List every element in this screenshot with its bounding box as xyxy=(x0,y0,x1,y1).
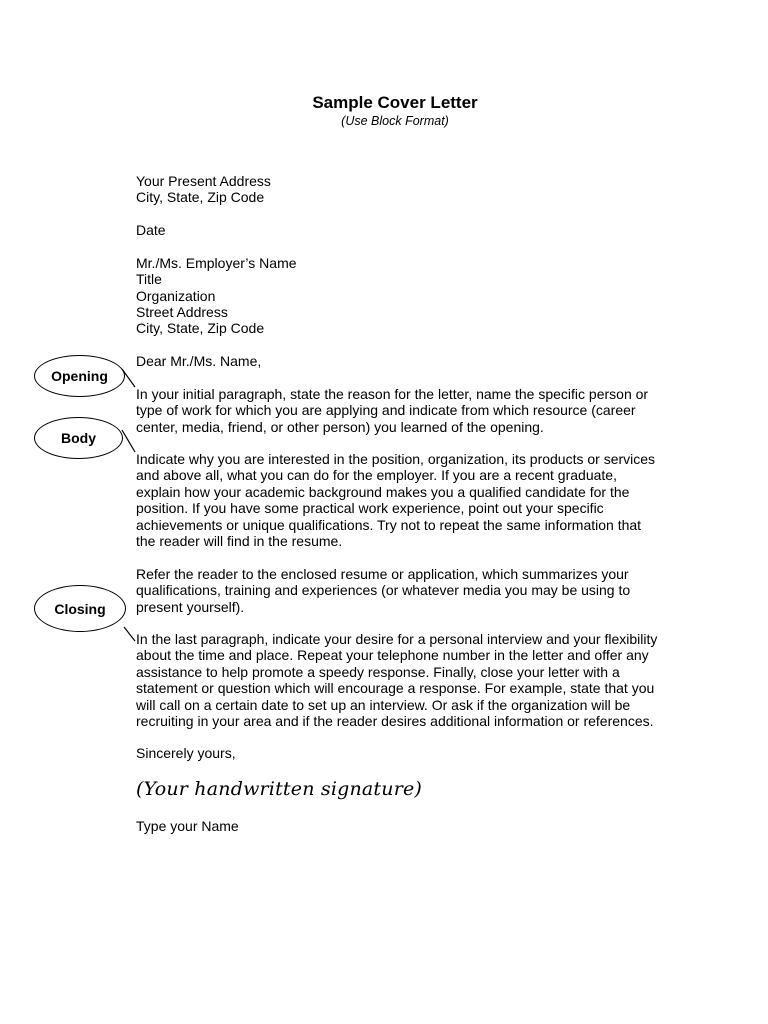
closing-callout: Closing xyxy=(34,585,126,632)
recipient-name: Mr./Ms. Employer’s Name xyxy=(136,255,297,271)
recipient-address xyxy=(136,255,656,336)
recipient-organization: Organization xyxy=(136,287,216,304)
body-connector xyxy=(122,430,135,452)
salutation xyxy=(136,353,656,369)
sender-address-line1: Your Present Address xyxy=(136,173,271,189)
typed-name-text: Type your Name xyxy=(136,818,239,834)
handwritten-signature: (Your handwritten signature) xyxy=(136,778,423,800)
recipient-title: Title xyxy=(136,271,162,288)
complimentary-close-text: Sincerely yours, xyxy=(136,745,236,761)
typed-name xyxy=(136,818,656,834)
complimentary-close xyxy=(136,745,656,761)
date-text: Date xyxy=(136,222,166,238)
closing-paragraph: In the last paragraph, indicate your desire for a personal interview and your flexibility about the time and place. Repeat your telephone number in the letter and offer any assistance to help promote a speedy response. Finally, close your letter with a statement or question which will encourage a response. For example, state that you will call on a certain date to set up an interview. Or ask if the organization will be recruiting in your area and if the reader desires additional information or references. xyxy=(136,631,658,730)
sender-address xyxy=(136,173,656,206)
recipient-city: City, State, Zip Code xyxy=(136,320,265,337)
sender-address-line2: City, State, Zip Code xyxy=(136,189,265,206)
opening-paragraph: In your initial paragraph, state the reason for the letter, name the specific person or type of work for which you are applying and indicate from which resource (career center, media, friend, or other person) you learned of the opening. xyxy=(136,386,649,435)
body-paragraph-1: Indicate why you are interested in the position, organization, its products or services and above all, what you can do for the employer. If you are a recent graduate, explain how your academic background makes you a qualified candidate for the position. If you have some practical work experience, point out your specific achievements or unique qualifications. Try not to repeat the same information that the reader will find in the resume. xyxy=(136,451,656,550)
page-subtitle: (Use Block Format) xyxy=(341,114,449,128)
body-callout: Body xyxy=(34,417,123,459)
page-title: Sample Cover Letter xyxy=(312,93,478,112)
opening-callout: Opening xyxy=(34,355,125,397)
recipient-street: Street Address xyxy=(136,303,228,320)
salutation-text: Dear Mr./Ms. Name, xyxy=(136,353,262,369)
letter-date xyxy=(136,222,656,238)
closing-connector xyxy=(124,627,135,641)
body-paragraph-2: Refer the reader to the enclosed resume or application, which summarizes your qualifications, training and experiences (or whatever media you may be using to present yourself). xyxy=(136,566,631,615)
